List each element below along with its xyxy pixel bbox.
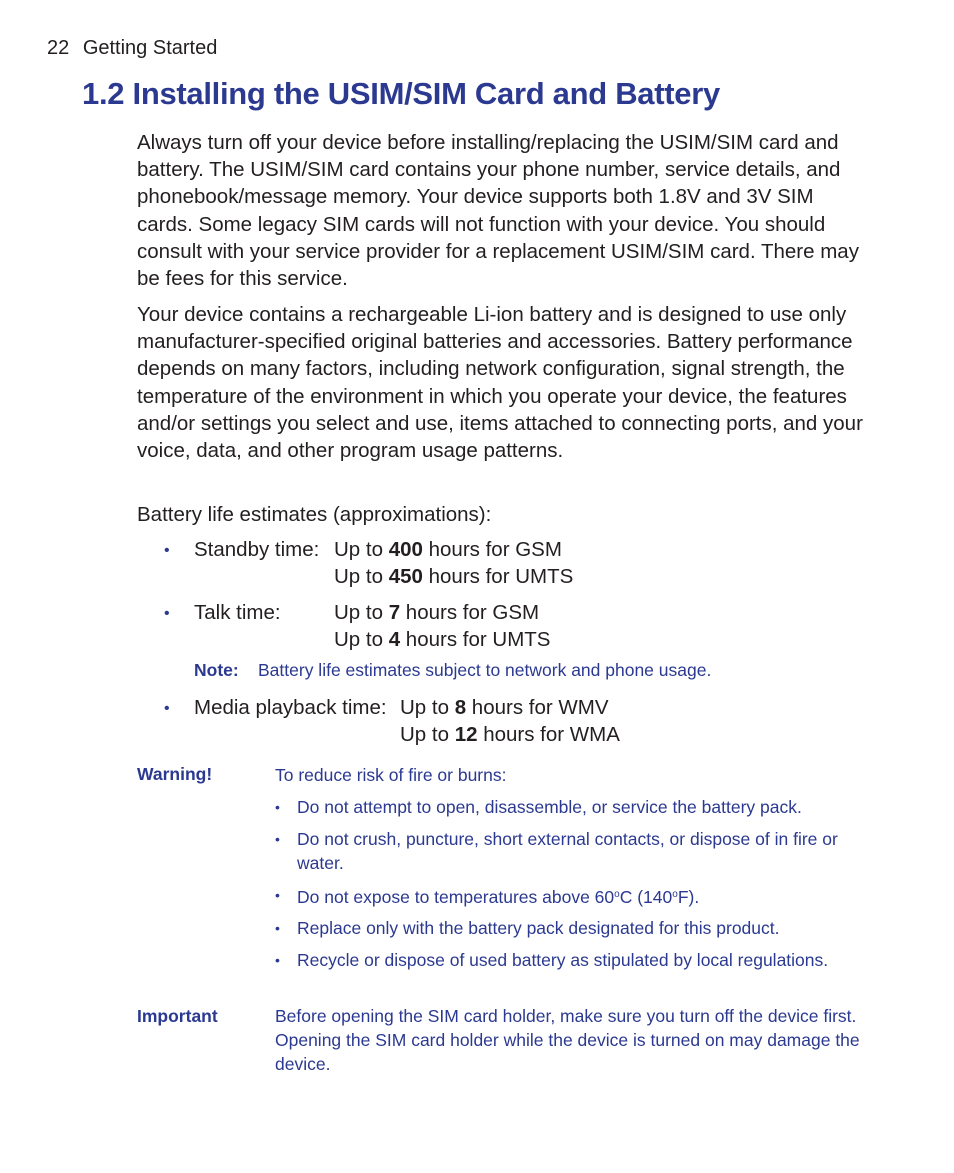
section-name: Getting Started [82, 37, 218, 59]
running-header [47, 37, 217, 60]
bullet-icon: • [164, 542, 170, 559]
media-wmv: Up to 8 hours for WMV [400, 696, 609, 719]
warning-label: Warning! [137, 764, 213, 784]
bullet-icon: • [275, 831, 280, 847]
important-label: Important [137, 1006, 218, 1026]
warning-item-temperature: Do not expose to temperatures above 60$^o$C (140$^o$F). [297, 887, 700, 907]
estimates-intro: Battery life estimates (approximations): [137, 503, 492, 526]
intro-paragraph: Always turn off your device before installing/replacing the USIM/SIM card and battery. The USIM/SIM card contains your phone number, service details, and phonebook/message memory. Your device supports both 1.8V and 3V SIM cards. Some legacy SIM cards will not function with your device. You should consult with your service provider for a replacement USIM/SIM card. There may be fees for this service. [137, 131, 859, 291]
page-number: 22 [47, 37, 70, 59]
standby-gsm: Up to 400 hours for GSM [334, 538, 562, 561]
media-wma: Up to 12 hours for WMA [400, 723, 620, 746]
warning-item: Do not crush, puncture, short external contacts, or dispose of in fire or water. [297, 829, 838, 873]
warning-intro: To reduce risk of fire or burns: [275, 765, 507, 785]
note-text: Battery life estimates subject to network and phone usage. [258, 660, 712, 680]
section-title: 1.2 Installing the USIM/SIM Card and Battery [82, 76, 720, 111]
media-label: Media playback time: [194, 696, 387, 719]
talk-umts: Up to 4 hours for UMTS [334, 628, 551, 651]
warning-item: Do not attempt to open, disassemble, or service the battery pack. [297, 797, 802, 817]
bullet-icon: • [275, 887, 280, 903]
bullet-icon: • [164, 700, 170, 717]
note-label: Note: [194, 660, 239, 680]
bullet-icon: • [275, 920, 280, 936]
talk-label: Talk time: [194, 601, 281, 624]
bullet-icon: • [275, 952, 280, 968]
battery-paragraph: Your device contains a rechargeable Li-ion battery and is designed to use only manufacturer-specified original batteries and accessories. Battery performance depends on many factors, including network configuration, signal strength, the temperature of the environment in which you operate your device, the features and/or settings you select and use, items attached to connecting ports, and your voice, data, and other program usage patterns. [137, 303, 863, 463]
bullet-icon: • [275, 799, 280, 815]
warning-item: Recycle or dispose of used battery as stipulated by local regulations. [297, 950, 829, 970]
standby-label: Standby time: [194, 538, 320, 561]
talk-gsm: Up to 7 hours for GSM [334, 601, 540, 624]
warning-item: Replace only with the battery pack designated for this product. [297, 918, 780, 938]
important-text: Before opening the SIM card holder, make sure you turn off the device first. Opening the SIM card holder while the device is turned on may damage the device. [275, 1006, 860, 1074]
bullet-icon: • [164, 605, 170, 622]
standby-umts: Up to 450 hours for UMTS [334, 565, 574, 588]
